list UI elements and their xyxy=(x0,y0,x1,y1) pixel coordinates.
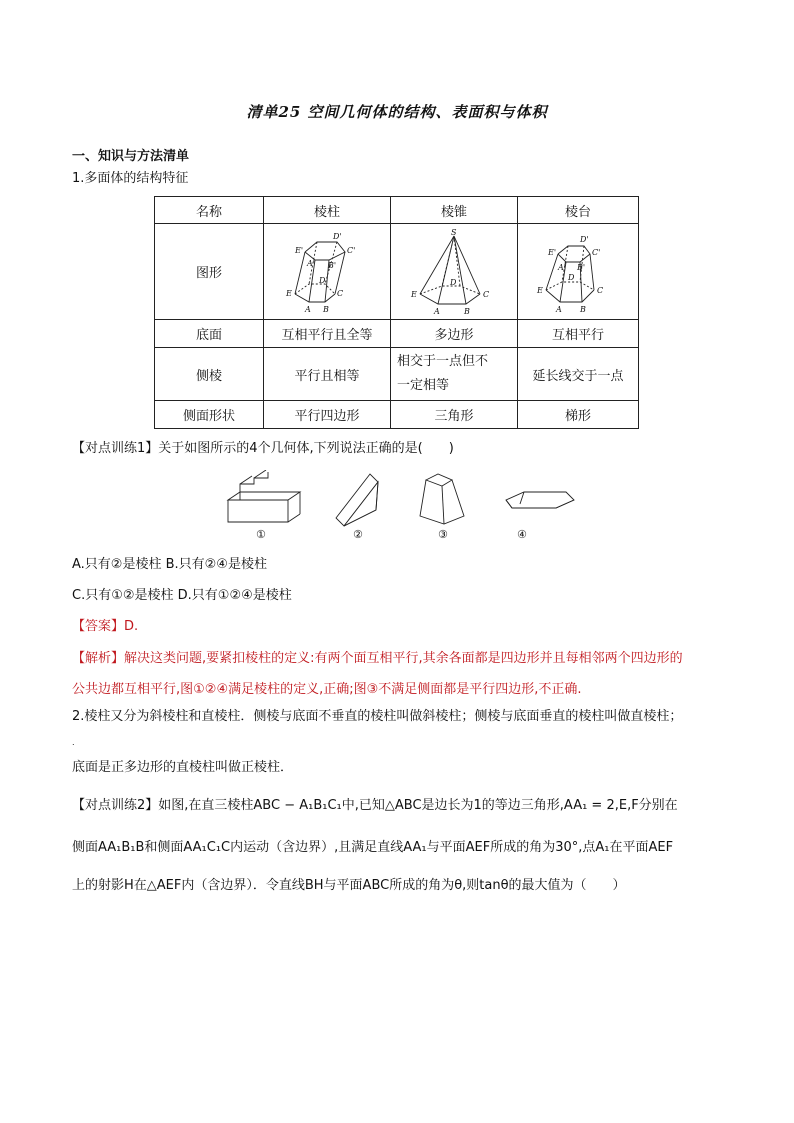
item-1-heading: 1.多面体的结构特征 xyxy=(72,171,189,186)
frustum-label: D xyxy=(568,272,575,282)
item-2-line1: 2.棱柱又分为斜棱柱和直棱柱．侧棱与底面不垂直的棱柱叫做斜棱柱；侧棱与底面垂直的棱柱叫做直棱柱； xyxy=(72,709,683,724)
header-frustum: 棱台 xyxy=(518,197,639,224)
cell-line: 相交于一点但不 xyxy=(397,354,489,369)
pyramid-label: C xyxy=(483,289,490,299)
exercise-2-line3: 上的射影H在△AEF内（含边界）．令直线BH与平面ABC所成的角为θ,则tanθ的最大值为（ ） xyxy=(72,878,626,893)
prism-label: D' xyxy=(333,231,342,241)
frustum-label: A' xyxy=(558,262,566,272)
figure-number: ① xyxy=(256,528,266,540)
exercise-2-line1: 【对点训练2】如图,在直三棱柱ABC − A₁B₁C₁中,已知△ABC是边长为1的等边三角形,AA₁ = 2,E,F分别在 xyxy=(72,798,678,813)
prism-label: C xyxy=(337,288,344,298)
frustum-label: B' xyxy=(577,262,586,272)
header-prism: 棱柱 xyxy=(264,197,391,224)
pyramid-label: B xyxy=(464,306,470,316)
prism-label: A' xyxy=(307,258,315,268)
row-label-lateral-edge: 侧棱 xyxy=(155,348,264,401)
frustum-figure-cell xyxy=(518,224,639,320)
exercise-1-analysis-line2: 公共边都互相平行,图①②④满足棱柱的定义,正确;图③不满足侧面都是平行四边形,不正确. xyxy=(72,682,582,697)
prism-figure-cell xyxy=(264,224,391,320)
frustum-label: D' xyxy=(580,234,589,244)
exercise-1-figures xyxy=(220,470,580,540)
page-title: 清单25 空间几何体的结构、表面积与体积 xyxy=(246,103,548,121)
pyramid-figure xyxy=(406,228,502,316)
exercise-1-answer: 【答案】D. xyxy=(72,619,139,634)
row-label-base: 底面 xyxy=(155,320,264,348)
row-label-figure: 图形 xyxy=(155,224,264,320)
figure-number: ③ xyxy=(438,528,448,540)
prism-label: B' xyxy=(328,260,337,270)
row-label-lateral-face: 侧面形状 xyxy=(155,401,264,429)
pyramid-label: A xyxy=(434,306,440,316)
lying-prism-figure xyxy=(506,492,574,508)
header-name: 名称 xyxy=(155,197,264,224)
frustum-label: A xyxy=(556,304,562,314)
cell: 平行且相等 xyxy=(264,348,391,401)
prism-label: D xyxy=(319,275,326,285)
frustum-label: B xyxy=(580,304,586,314)
cell: 梯形 xyxy=(518,401,639,429)
figure-number: ④ xyxy=(517,528,527,540)
exercise-1-options-ab: A.只有②是棱柱 B.只有②④是棱柱 xyxy=(72,557,267,572)
cell: 三角形 xyxy=(391,401,518,429)
prism-label: A xyxy=(305,304,311,314)
stair-solid-figure xyxy=(228,470,300,522)
frustum-label: C xyxy=(597,285,604,295)
cell: 平行四边形 xyxy=(264,401,391,429)
polyhedron-table xyxy=(154,196,639,429)
frustum-label: E' xyxy=(548,247,557,257)
figure-number: ② xyxy=(353,528,363,540)
exercise-1-analysis-line1: 【解析】解决这类问题,要紧扣棱柱的定义:有两个面互相平行,其余各面都是四边形并且每相邻两个四边形的 xyxy=(72,651,683,666)
prism-label: E' xyxy=(295,245,304,255)
exercise-1-question: 【对点训练1】关于如图所示的4个几何体,下列说法正确的是( ) xyxy=(72,441,454,456)
pyramid-label: E xyxy=(411,289,417,299)
cell-pyramid-lateral-edge xyxy=(391,348,518,401)
exercise-1-options-cd: C.只有①②是棱柱 D.只有①②④是棱柱 xyxy=(72,588,292,603)
prism-label: C' xyxy=(347,245,356,255)
cell: 互相平行 xyxy=(518,320,639,348)
frustum-label: E xyxy=(537,285,543,295)
oblique-prism-figure xyxy=(336,474,378,526)
item-2-line2: 底面是正多边形的直棱柱叫做正棱柱． xyxy=(72,760,294,775)
pyramid-label: D xyxy=(450,277,457,287)
prism-label: B xyxy=(323,304,329,314)
pyramid-label: S xyxy=(451,227,457,237)
cell-line: 一定相等 xyxy=(397,378,450,393)
cell: 互相平行且全等 xyxy=(264,320,391,348)
stray-dot: . xyxy=(72,738,75,747)
frustum-label: C' xyxy=(592,247,601,257)
prism-label: E xyxy=(286,288,292,298)
frustum-figure xyxy=(530,228,626,316)
header-pyramid: 棱锥 xyxy=(391,197,518,224)
cell: 延长线交于一点 xyxy=(518,348,639,401)
frustum-figure xyxy=(420,474,464,524)
exercise-2-line2: 侧面AA₁B₁B和侧面AA₁C₁C内运动（含边界）,且满足直线AA₁与平面AEF所成的角为30°,点A₁在平面AEF xyxy=(72,840,674,855)
cell: 多边形 xyxy=(391,320,518,348)
pyramid-figure-cell xyxy=(391,224,518,320)
section-heading: 一、知识与方法清单 xyxy=(72,149,190,164)
prism-figure xyxy=(279,228,375,316)
